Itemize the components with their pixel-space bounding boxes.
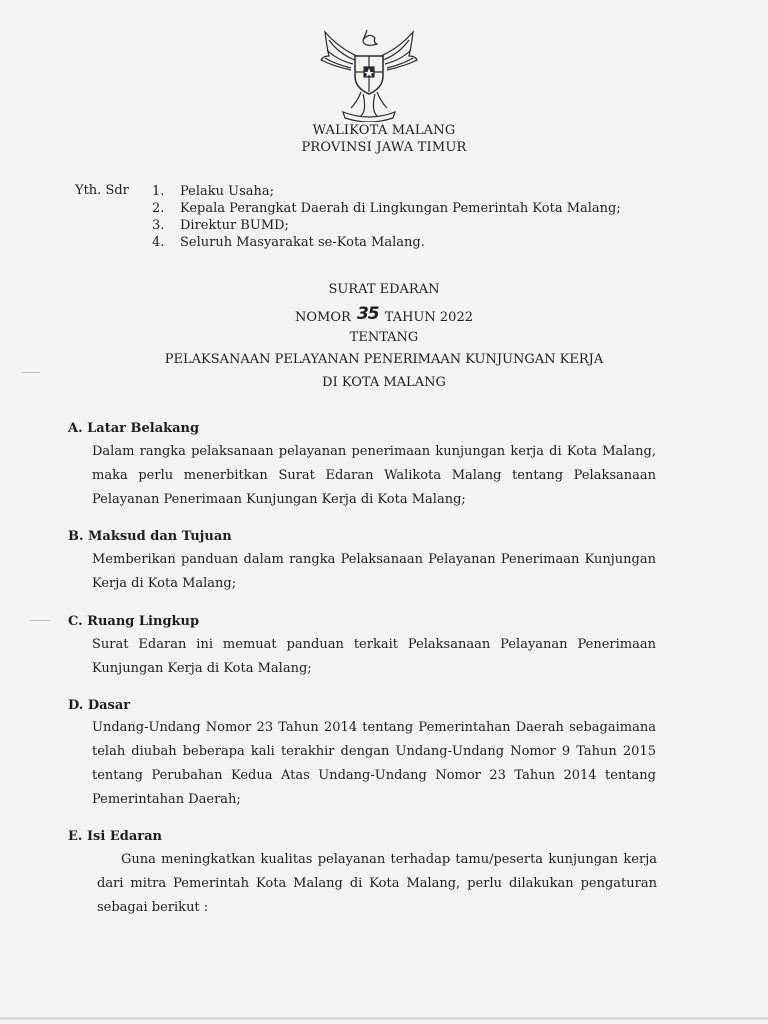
addressee-list [152,183,621,251]
subject-line-1: PELAKSANAAN PELAYANAN PENERIMAAN KUNJUNGAN KERJA [164,352,604,367]
section-body-e: Guna meningkatkan kualitas pelayanan terhadap tamu/peserta kunjungan kerja dari mitra Pemerintah Kota Malang di Kota Malang, perlu dilakukan pengaturan sebagai berikut : [97,852,657,915]
section-heading-c: C. Ruang Lingkup [68,614,200,629]
nomor-year: TAHUN 2022 [384,310,473,325]
addressee-label: Yth. Sdr [75,183,129,198]
section-heading-d: D. Dasar [68,698,131,713]
list-item: 4. Seluruh Masyarakat se-Kota Malang. [152,235,425,250]
letterhead-title: WALIKOTA MALANG [312,123,456,138]
document-type: SURAT EDARAN [328,282,440,297]
list-item: 1. Pelaku Usaha; [152,184,275,199]
section-heading-b: B. Maksud dan Tujuan [68,529,232,544]
section-heading-a: A. Latar Belakang [68,421,200,436]
subject-line-2: DI KOTA MALANG [322,375,446,390]
document-number [0,306,768,326]
section-body-a: Dalam rangka pelaksanaan pelayanan penerimaan kunjungan kerja di Kota Malang, maka perlu menerbitkan Surat Edaran Walikota Malang tentang Pelaksanaan Pelayanan Penerimaan Kunjungan Kerja di Kota Malang; [92,444,656,507]
garuda-emblem-icon [317,26,421,122]
scan-mark [30,620,50,621]
section-heading-e: E. Isi Edaran [68,829,162,844]
scan-mark [22,372,40,373]
list-item: 2. Kepala Perangkat Daerah di Lingkungan Pemerintah Kota Malang; [152,201,621,216]
page-bottom-edge [0,1017,768,1020]
nomor-prefix: NOMOR [295,310,351,325]
section-body-d: Undang-Undang Nomor 23 Tahun 2014 tentang Pemerintahan Daerah sebagaimana telah diubah beberapa kali terakhir dengan Undang-Undang Nomor 9 Tahun 2015 tentang Perubahan Kedua Atas Undang-Undang Nomor 23 Tahun 2014 tentang Pemerintahan Daerah; [92,720,656,807]
tentang-label: TENTANG [349,330,419,345]
letterhead-province: PROVINSI JAWA TIMUR [301,140,467,155]
section-body-c: Surat Edaran ini memuat panduan terkait Pelaksanaan Pelayanan Penerimaan Kunjungan Kerja di Kota Malang; [92,637,656,676]
section-body-b: Memberikan panduan dalam rangka Pelaksanaan Pelayanan Penerimaan Kunjungan Kerja di Kota Malang; [92,552,656,591]
list-item: 3. Direktur BUMD; [152,218,289,233]
handwritten-number: 35 [356,304,379,324]
